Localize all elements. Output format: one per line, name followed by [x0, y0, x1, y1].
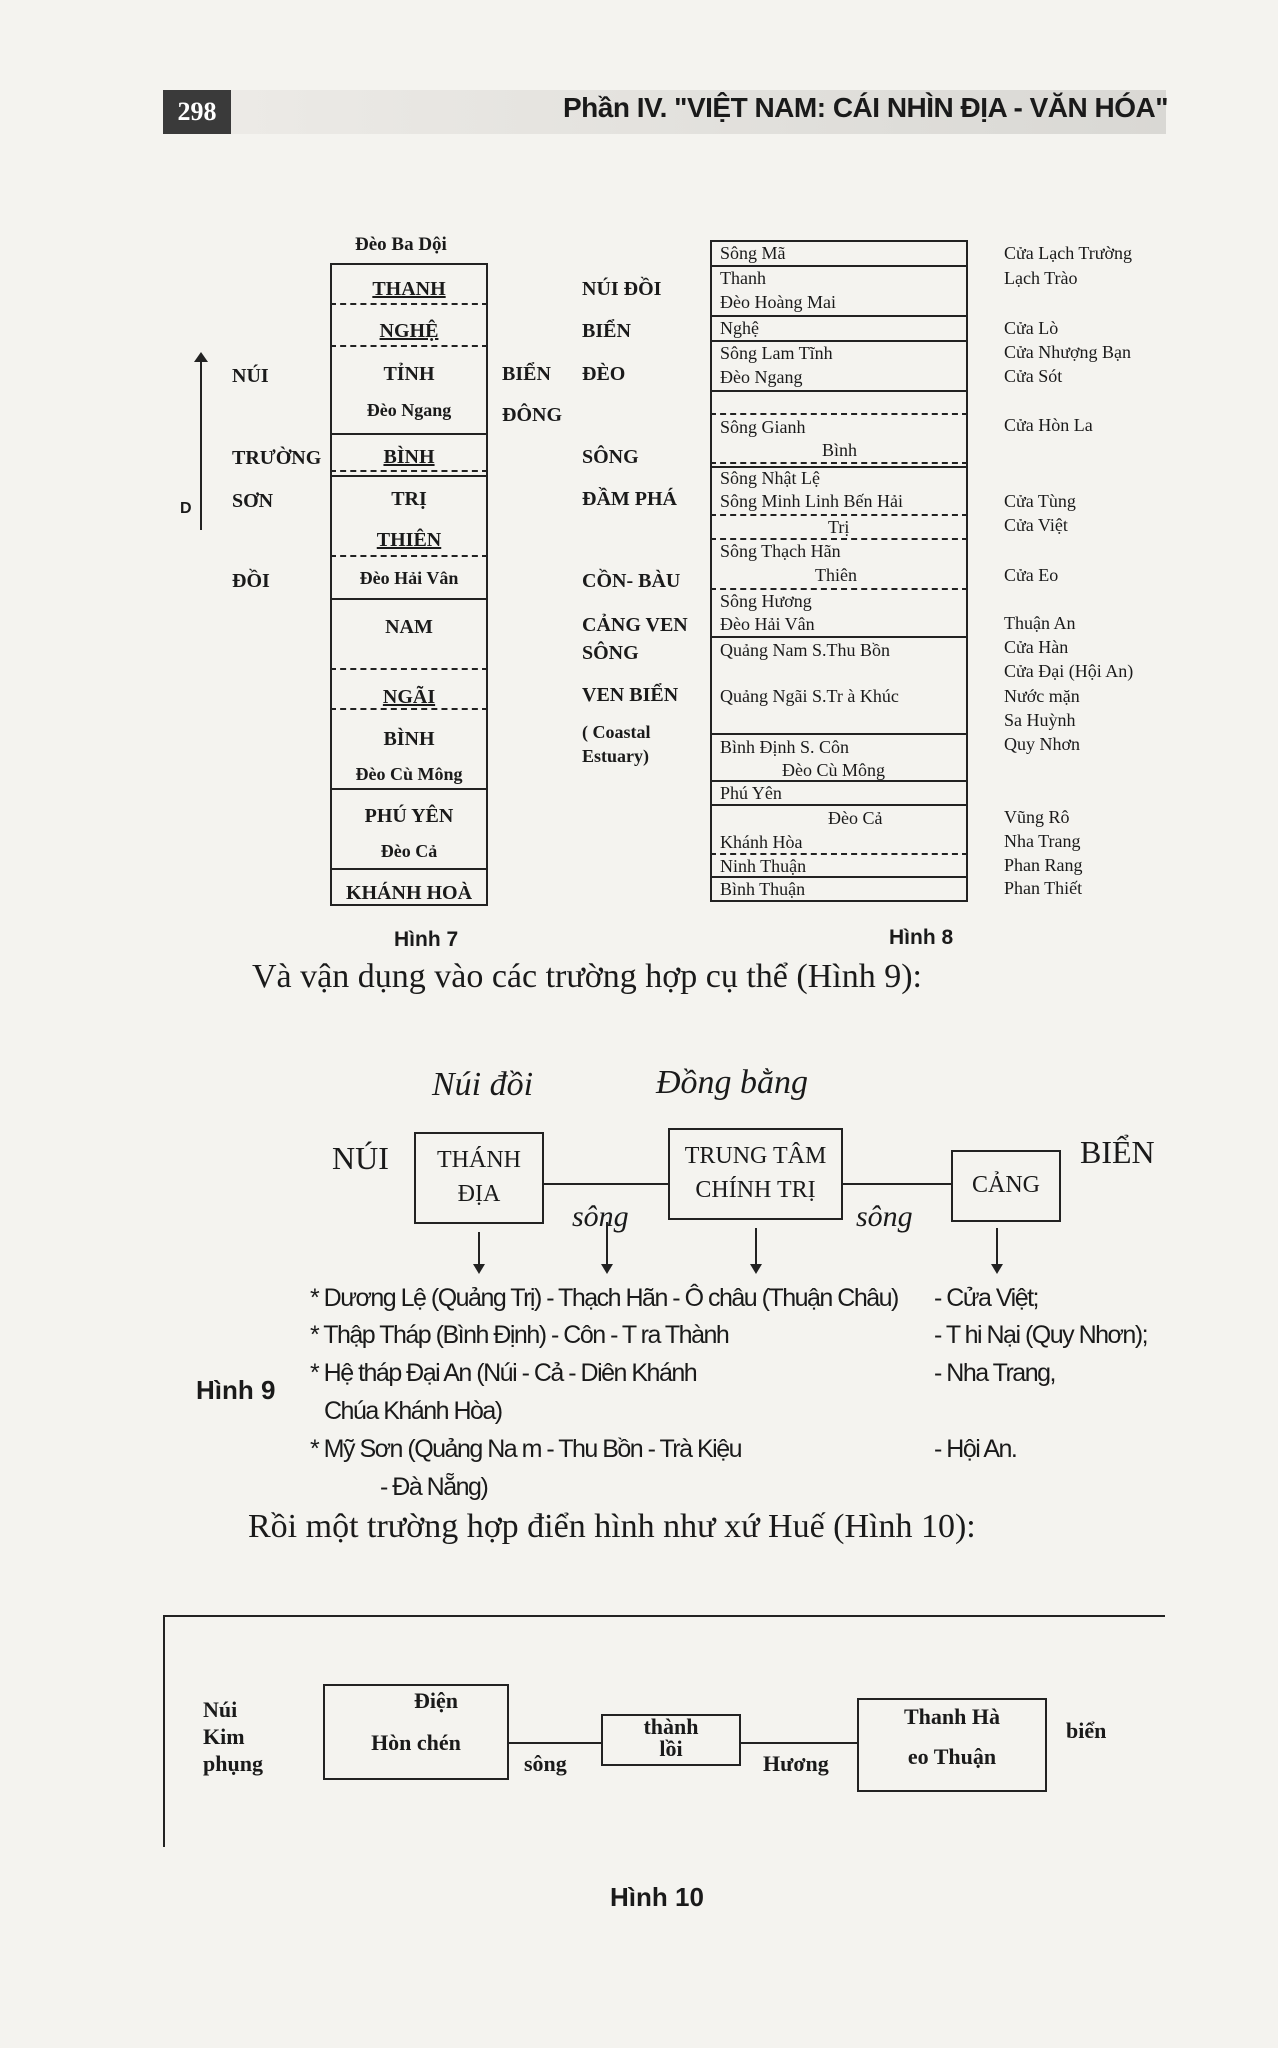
fig9-row-2-left: * Thập Tháp (Bình Định) - Côn - T ra Thành [310, 1321, 729, 1349]
fig8-right-4: Cửa Sót [1004, 366, 1063, 386]
fig9-arrow-2-icon [606, 1222, 608, 1272]
fig8-right-13: Sa Huỳnh [1004, 710, 1076, 730]
fig7-axis-arrow-icon [194, 352, 208, 362]
fig7-right-ven-bien: VEN BIỂN [582, 684, 679, 706]
fig10-nui-line2: Kim [203, 1724, 245, 1749]
fig7-row-binh2: BÌNH [383, 728, 435, 750]
fig9-nui: NÚI [332, 1140, 389, 1176]
fig7-row-nam: NAM [385, 616, 433, 638]
fig8-cell-binh-thuan: Bình Thuận [720, 879, 806, 899]
fig7-left-truong: TRƯỜNG [232, 447, 322, 469]
fig8-cell-quang-ngai: Quảng Ngãi S.Tr à Khúc [720, 686, 899, 706]
fig8-cell-deo-hoang-mai: Đèo Hoàng Mai [720, 292, 836, 312]
fig9-box1-line1: THÁNH [437, 1147, 521, 1173]
fig9-row-4-left: Chúa Khánh Hòa) [324, 1397, 502, 1425]
fig9-connector-2 [842, 1183, 952, 1185]
fig8-cell-song-gianh: Sông Gianh [720, 417, 806, 437]
fig7-left-nui: NÚI [232, 365, 269, 387]
fig9-row-5-left: * Mỹ Sơn (Quảng Na m - Thu Bồn - Trà Kiệu [310, 1435, 742, 1463]
fig7-row-deo-hai-van: Đèo Hải Vân [359, 568, 459, 588]
fig9-connector-1 [543, 1183, 670, 1185]
fig9-arrow-1-icon [478, 1232, 480, 1272]
fig10-caption: Hình 10 [610, 1882, 704, 1912]
fig8-right-8: Cửa Eo [1004, 565, 1059, 585]
fig9-box2-line2: CHÍNH TRỊ [695, 1177, 816, 1203]
fig7-top-label: Đèo Ba Dội [355, 234, 447, 255]
fig9-song-2: sông [856, 1200, 913, 1233]
fig8-caption: Hình 8 [889, 926, 954, 949]
fig9-arrow-4-icon [996, 1228, 998, 1272]
fig7-dong: ĐÔNG [502, 404, 562, 426]
fig7-right-cang-ven: CẢNG VEN [582, 614, 688, 636]
header-title: Phần IV. "VIỆT NAM: CÁI NHÌN ĐỊA - VĂN HÓA" [562, 92, 1168, 123]
fig7-right-song2: SÔNG [582, 642, 639, 664]
fig9-row-3-right: - Nha Trang, [934, 1359, 1055, 1387]
fig10-box2-line1: thành [643, 1714, 699, 1739]
fig8-right-16: Nha Trang [1004, 831, 1081, 851]
fig7-right-song: SÔNG [582, 446, 639, 468]
fig7-row-ngai: NGÃI [382, 686, 436, 708]
fig9-row-1-left: * Dương Lệ (Quảng Trị) - Thạch Hãn - Ô châu (Thuận Châu) [310, 1284, 898, 1312]
fig9-arrow-3-icon [755, 1228, 757, 1272]
fig8-cell-tri: Trị [828, 517, 850, 537]
fig7-row-khanh-hoa: KHÁNH HOÀ [345, 882, 473, 904]
fig8-right-7: Cửa Việt [1004, 515, 1068, 535]
fig7-row-tri: TRỊ [391, 488, 427, 510]
fig8-right-3: Cửa Nhượng Bạn [1004, 342, 1132, 362]
fig7-row-deo-ngang: Đèo Ngang [366, 400, 452, 420]
fig9-row-6-left: - Đà Nẵng) [380, 1473, 488, 1501]
fig10-nui-line3: phụng [203, 1751, 263, 1776]
fig7-marker: D [180, 500, 192, 517]
fig10-box3-line1: Thanh Hà [904, 1704, 1000, 1729]
fig10-huong: Hương [763, 1751, 829, 1776]
fig8-right-11: Cửa Đại (Hội An) [1004, 661, 1134, 681]
fig9-box2-line1: TRUNG TÂM [684, 1143, 827, 1169]
fig10-bien: biển [1066, 1718, 1107, 1743]
fig7-right-estuary: Estuary) [582, 746, 649, 766]
fig9-box3-label: CẢNG [971, 1172, 1040, 1198]
fig8-cell-ninh-thuan: Ninh Thuận [720, 856, 807, 876]
fig10-song: sông [524, 1751, 567, 1776]
fig9-row-2-right: - T hi Nại (Quy Nhơn); [934, 1321, 1148, 1349]
fig9-bien: BIỂN [1080, 1134, 1155, 1170]
fig9-box-trung-tam [668, 1128, 843, 1220]
page-number: 298 [163, 90, 231, 134]
fig8-right-1: Lạch Trào [1004, 268, 1078, 288]
fig7-right-coastal: ( Coastal [582, 722, 651, 742]
fig7-right-deo: ĐÈO [582, 363, 626, 385]
fig10-connector-2 [740, 1742, 858, 1744]
fig8-right-15: Vũng Rô [1004, 807, 1070, 827]
fig8-cell-khanh-hoa: Khánh Hòa [720, 832, 803, 852]
fig8-right-0: Cửa Lạch Trường [1004, 243, 1133, 263]
fig10-box-dien [323, 1684, 509, 1780]
fig7-row-deo-cu-mong: Đèo Cù Mông [355, 764, 463, 784]
fig10-box1-line1: Điện [414, 1688, 458, 1713]
fig10-box2-line2: lồi [659, 1736, 683, 1761]
fig7-right-dam-pha: ĐẦM PHÁ [582, 488, 677, 510]
fig7-right-con-bau: CỒN- BÀU [582, 570, 681, 592]
fig7-row-thanh: THANH [372, 278, 446, 300]
fig8-right-6: Cửa Tùng [1004, 491, 1076, 511]
fig7-left-axis [200, 355, 202, 530]
fig9-song-1: sông [572, 1200, 629, 1233]
fig8-cell-song-nhat-le: Sông Nhật Lệ [720, 468, 820, 488]
fig9-caption: Hình 9 [196, 1375, 276, 1405]
fig10-box1-line2: Hòn chén [371, 1730, 461, 1755]
fig8-cell-deo-hai-van: Đèo Hải Vân [720, 614, 815, 634]
fig8-cell-song-ma: Sông Mã [720, 243, 786, 263]
fig8-right-5: Cửa Hòn La [1004, 415, 1093, 435]
fig9-box-cang [951, 1150, 1061, 1222]
fig8-cell-thanh: Thanh [720, 268, 766, 288]
fig8-cell-song-thach-han: Sông Thạch Hãn [720, 541, 841, 561]
fig7-row-tinh: TỈNH [383, 363, 435, 385]
paragraph-1: Và vận dụng vào các trường hợp cụ thể (Hình 9): [252, 958, 922, 995]
fig8-cell-binh-dinh: Bình Định S. Côn [720, 737, 850, 757]
fig8-cell-quang-nam: Quảng Nam S.Thu Bồn [720, 640, 890, 660]
fig7-right-bien: BIỂN [582, 320, 631, 342]
fig7-row-thien: THIÊN [376, 529, 442, 551]
fig7-left-doi: ĐỒI [232, 570, 270, 592]
fig7-row-nghe: NGHỆ [379, 320, 439, 342]
fig9-row-3-left: * Hệ tháp Đại An (Núi - Cả - Diên Khánh [310, 1359, 697, 1387]
fig9-nui-doi: Núi đồi [432, 1066, 534, 1103]
fig10-nui-line1: Núi [203, 1697, 238, 1722]
fig8-right-18: Phan Thiết [1004, 878, 1083, 898]
fig9-box-thanh-dia [414, 1132, 544, 1224]
fig10-box-thanh-ha [857, 1698, 1047, 1792]
fig8-cell-binh: Bình [822, 440, 858, 460]
fig8-right-17: Phan Rang [1004, 855, 1083, 875]
fig7-row-phu-yen: PHÚ YÊN [364, 805, 454, 827]
fig9-dong-bang: Đồng bằng [656, 1064, 809, 1101]
fig8-cell-phu-yen: Phú Yên [720, 783, 782, 803]
fig8-right-14: Quy Nhơn [1004, 734, 1081, 754]
fig7-left-son: SƠN [232, 490, 274, 512]
fig7-row-binh: BÌNH [383, 446, 435, 468]
fig8-right-10: Cửa Hàn [1004, 637, 1069, 657]
fig8-cell-deo-ca: Đèo Cả [828, 808, 883, 828]
fig10-box-thanh-loi [601, 1714, 741, 1766]
paragraph-2: Rồi một trường hợp điển hình như xứ Huế (Hình 10): [248, 1508, 976, 1545]
fig8-cell-nghe: Nghệ [720, 318, 759, 338]
fig10-connector-1 [508, 1742, 602, 1744]
fig8-right-2: Cửa Lò [1004, 318, 1059, 338]
fig8-cell-song-minh-linh: Sông Minh Linh Bến Hải [720, 491, 903, 511]
fig8-right-9: Thuận An [1004, 613, 1076, 633]
fig8-cell-deo-cu-mong: Đèo Cù Mông [782, 760, 885, 780]
fig8-cell-song-lam-tinh: Sông Lam Tĩnh [720, 343, 833, 363]
fig7-bien: BIỂN [502, 363, 551, 385]
fig7-right-nui-doi: NÚI ĐỒI [582, 278, 662, 300]
fig8-cell-thien: Thiên [815, 565, 857, 585]
fig10-box3-line2: eo Thuận [907, 1744, 997, 1769]
fig7-row-deo-ca: Đèo Cả [380, 841, 438, 861]
fig8-cell-deo-ngang: Đèo Ngang [720, 367, 803, 387]
fig8-cell-song-huong: Sông Hương [720, 591, 812, 611]
fig7-caption: Hình 7 [394, 928, 459, 951]
fig9-box1-line2: ĐỊA [457, 1181, 501, 1207]
fig10-nui-kim-phung [203, 1696, 263, 1777]
fig8-right-12: Nước mặn [1004, 686, 1080, 706]
fig9-row-1-right: - Cửa Việt; [934, 1284, 1038, 1312]
fig9-row-5-right: - Hội An. [934, 1435, 1017, 1463]
